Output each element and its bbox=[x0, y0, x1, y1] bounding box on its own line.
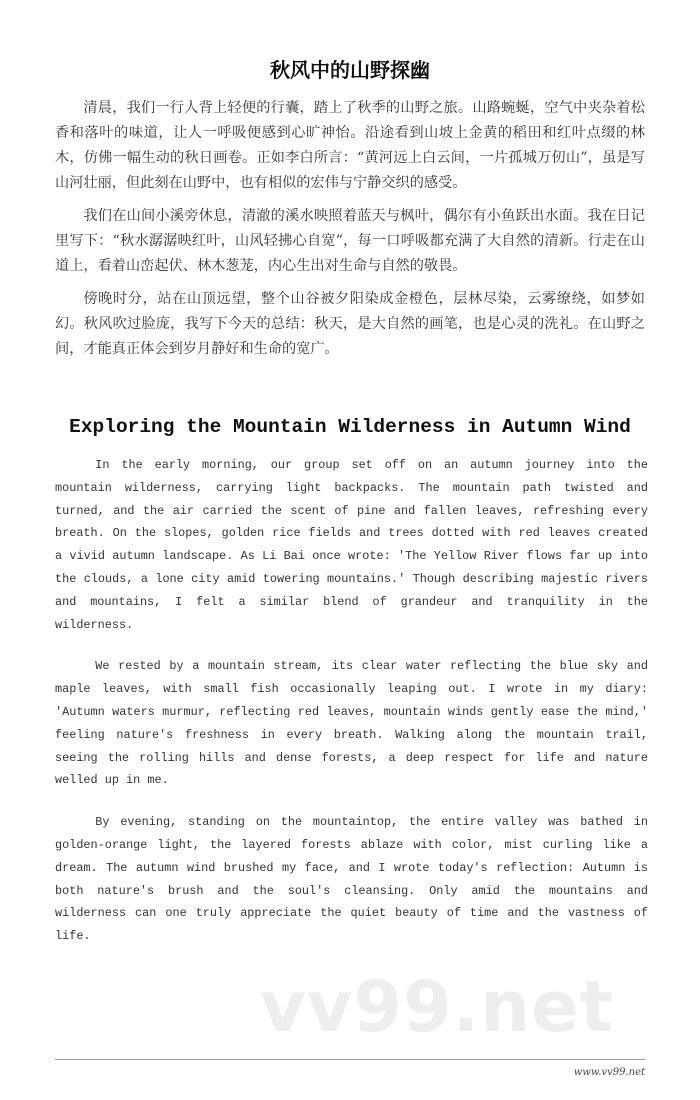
chinese-title: 秋风中的山野探幽 bbox=[270, 58, 430, 82]
english-title: Exploring the Mountain Wilderness in Autumn Wind bbox=[69, 416, 631, 438]
chinese-paragraph: 我们在山间小溪旁休息，清澈的溪水映照着蓝天与枫叶，偶尔有小鱼跃出水面。我在日记里写下：“秋水潺潺映红叶，山风轻拂心自宽”，每一口呼吸都充满了大自然的清新。行走在山道上，看着山峦起伏、林木葱茏，内心生出对生命与自然的敬畏。 bbox=[55, 208, 645, 274]
footer-url: www.vv99.net bbox=[573, 1066, 645, 1078]
watermark: vv99.net bbox=[260, 965, 615, 1048]
chinese-body bbox=[55, 96, 645, 362]
page bbox=[55, 0, 648, 1100]
english-paragraph: We rested by a mountain stream, its clear water reflecting the blue sky and maple leaves, with small fish occasionally leaping out. I wrote in my diary: 'Autumn waters murmur, reflecting red leaves, mountain winds gently ease the mind,' feeling nature's freshness in every breath. Walking along the mountain trail, seeing the rolling hills and dense forests, a deep respect for life and nature welled up in me. bbox=[55, 659, 648, 788]
footer-divider bbox=[55, 1059, 645, 1060]
english-paragraph: By evening, standing on the mountaintop, the entire valley was bathed in golden-orange light, the layered forests ablaze with color, mist curling like a dream. The autumn wind brushed my face, and I wrote today's reflection: Autumn is both nature's brush and the soul's cleansing. Only amid the mountains and wilderness can one truly appreciate the quiet beauty of time and the vastness of life. bbox=[55, 815, 648, 944]
chinese-paragraph: 清晨，我们一行人背上轻便的行囊，踏上了秋季的山野之旅。山路蜿蜒，空气中夹杂着松香和落叶的味道，让人一呼吸便感到心旷神怡。沿途看到山坡上金黄的稻田和红叶点缀的林木，仿佛一幅生动的秋日画卷。正如李白所言：“黄河远上白云间，一片孤城万仞山”，虽是写山河壮丽，但此刻在山野中，也有相似的宏伟与宁静交织的感受。 bbox=[55, 100, 645, 191]
chinese-paragraph: 傍晚时分，站在山顶远望，整个山谷被夕阳染成金橙色，层林尽染，云雾缭绕，如梦如幻。秋风吹过脸庞，我写下今天的总结：秋天，是大自然的画笔，也是心灵的洗礼。在山野之间，才能真正体会到岁月静好和生命的宽广。 bbox=[55, 291, 645, 357]
english-body bbox=[55, 454, 648, 948]
english-paragraph: In the early morning, our group set off on an autumn journey into the mountain wilderness, carrying light backpacks. The mountain path twisted and turned, and the air carried the scent of pine and fallen leaves, refreshing every breath. On the slopes, golden rice fields and trees dotted with red leaves created a vivid autumn landscape. As Li Bai once wrote: 'The Yellow River flows far up into the clouds, a lone city amid towering mountains.' Though describing majestic rivers and mountains, I felt a similar blend of grandeur and tranquility in the wilderness. bbox=[55, 458, 648, 632]
